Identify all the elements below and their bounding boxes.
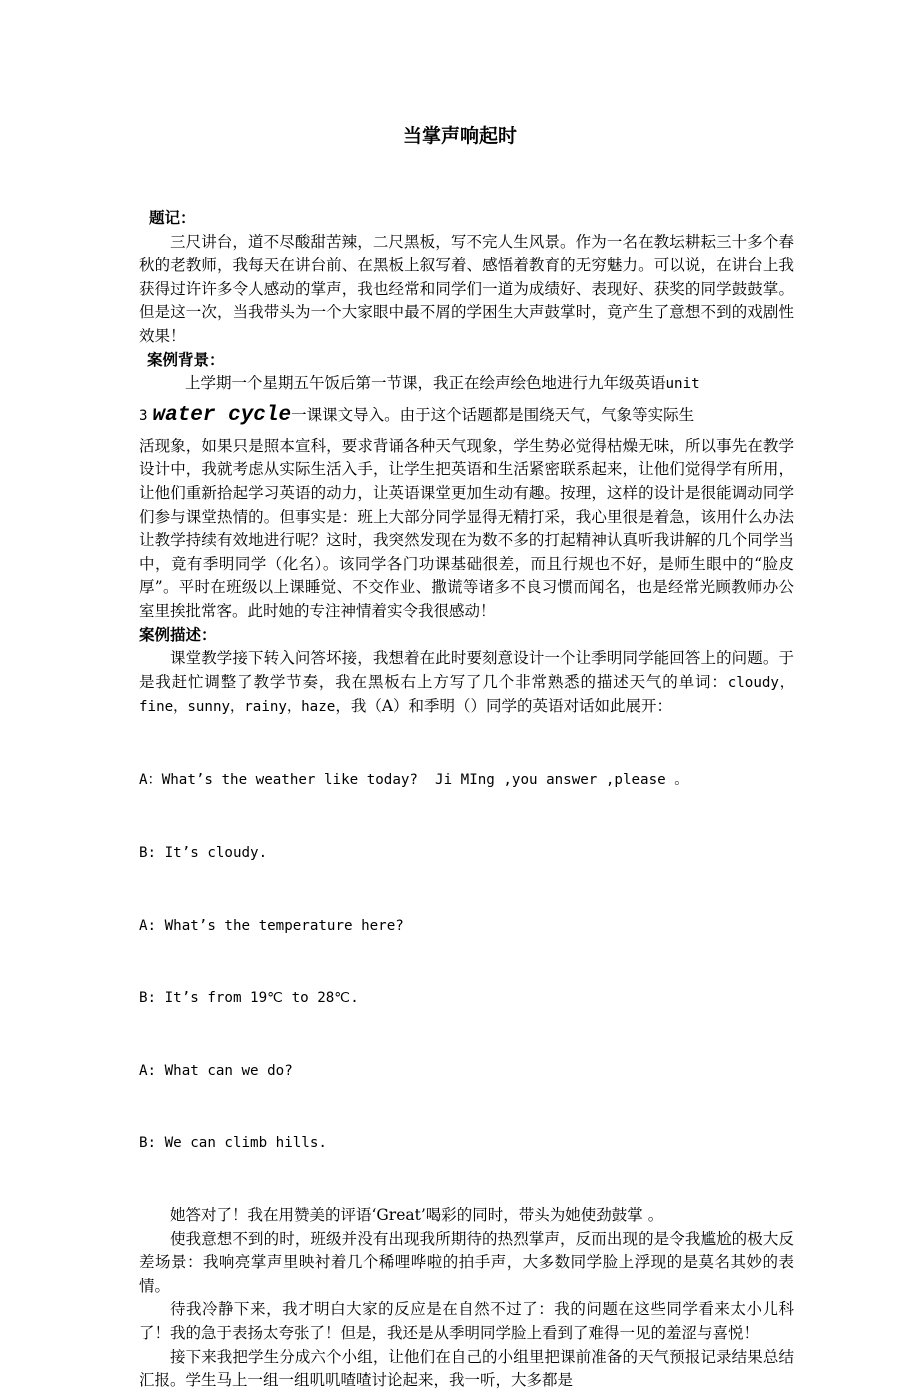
document-title: 当掌声响起时 — [402, 125, 517, 147]
document-body — [139, 207, 794, 1393]
description-paragraph: 使我意想不到的时，班级并没有出现我所期待的热烈掌声，反而出现的是令我尴尬的极大反差场景：我响亮掌声里映衬着几个稀哩哗啦的拍手声，大多数同学脸上浮现的是莫名其妙的表情。 — [139, 1229, 794, 1295]
background-unit-number: 3 — [139, 407, 148, 424]
background-line2-text: 一课课文导入。由于这个话题都是围绕天气，气象等实际生 — [291, 405, 695, 424]
description-paragraph: 接下来我把学生分成六个小组，让他们在自己的小组里把课前准备的天气预报记录结果总结汇报。学生马上一组一组叽叽喳喳讨论起来，我一听，大多都是 — [139, 1347, 794, 1390]
background-line1 — [139, 372, 794, 397]
epigraph-heading: 题记： — [149, 209, 196, 227]
background-text: 活现象，如果只是照本宣科，要求背诵各种天气现象，学生势必觉得枯燥无味，所以事先在教学设计中，我就考虑从实际生活入手，让学生把英语和生活紧密联系起来，让他们觉得学有所用，让他们重新拾起学习英语的动力，让英语课堂更加生动有趣。按理，这样的设计是很能调动同学们参与课堂热情的。但事实是：班上大部分同学显得无精打采，我心里很是着急，该用什么办法让教学持续有效地进行呢？这时，我突然发现在为数不多的打起精神认真听我讲解的几个同学当中，竟有季明同学（化名）。该同学各门功课基础很差，而且行规也不好，是师生眼中的“脸皮厚”。平时在班级以上课睡觉、不交作业、撒谎等诸多不良习惯而闻名，也是经常光顾教师办公室里挨批常客。此时她的专注神情着实令我很感动！ — [139, 436, 794, 620]
dialog-line: A: What’s the temperature here? — [139, 917, 404, 934]
description-paragraph: 她答对了！我在用赞美的评语‘Great’喝彩的同时，带头为她使劲鼓掌 。 — [170, 1205, 664, 1224]
background-unit-word: unit — [665, 376, 700, 393]
description-paragraph: 待我冷静下来，我才明白大家的反应是在自然不过了：我的问题在这些同学看来太小儿科了！我的急于表扬太夸张了！但是，我还是从季明同学脸上看到了难得一见的羞涩与喜悦！ — [139, 1300, 794, 1342]
background-line1-text: 上学期一个星期五午饭后第一节课，我正在绘声绘色地进行九年级英语 — [185, 374, 666, 393]
description-intro-a: 课堂教学接下转入问答坏接，我想着在此时要刻意设计一个让季明同学能回答上的问题。于是我赶忙调整了教学节奏，我在黑板右上方写了几个非常熟悉的描述天气的单词： — [139, 649, 794, 691]
dialog-line: A: What can we do? — [139, 1062, 293, 1079]
epigraph-text: 三尺讲台，道不尽酸甜苦辣，二尺黑板，写不完人生风景。作为一名在教坛耕耘三十多个春秋的老教师，我每天在讲台前、在黑板上叙写着、感悟着教育的无穷魅力。可以说，在讲台上我获得过许许多令人感动的掌声，我也经常和同学们一道为成绩好、表现好、获奖的同学鼓鼓掌。但是这一次，当我带头为一个大家眼中最不屑的学困生大声鼓掌时，竟产生了意想不到的戏剧性效果！ — [139, 232, 794, 345]
description-intro — [139, 647, 794, 720]
description-intro-b: ，我（A）和季明（）同学的英语对话如此展开： — [335, 697, 673, 716]
background-line2 — [139, 397, 794, 435]
dialog-line: B: It’s from 19℃ to 28℃. — [139, 990, 359, 1007]
dialog-line: A：What’s the weather like today? Ji MIng ,you answer ,please 。 — [139, 772, 689, 789]
description-heading: 案例描述： — [139, 625, 217, 644]
dialog-line: B: It’s cloudy. — [139, 844, 268, 861]
dialog-line: B: We can climb hills. — [139, 1135, 327, 1152]
background-topic-water-cycle: water cycle — [152, 403, 292, 427]
dialog-block — [139, 720, 794, 1204]
description-weather-words: cloudy，fine，sunny，rainy，haze — [139, 674, 794, 716]
background-heading: 案例背景： — [147, 350, 225, 369]
